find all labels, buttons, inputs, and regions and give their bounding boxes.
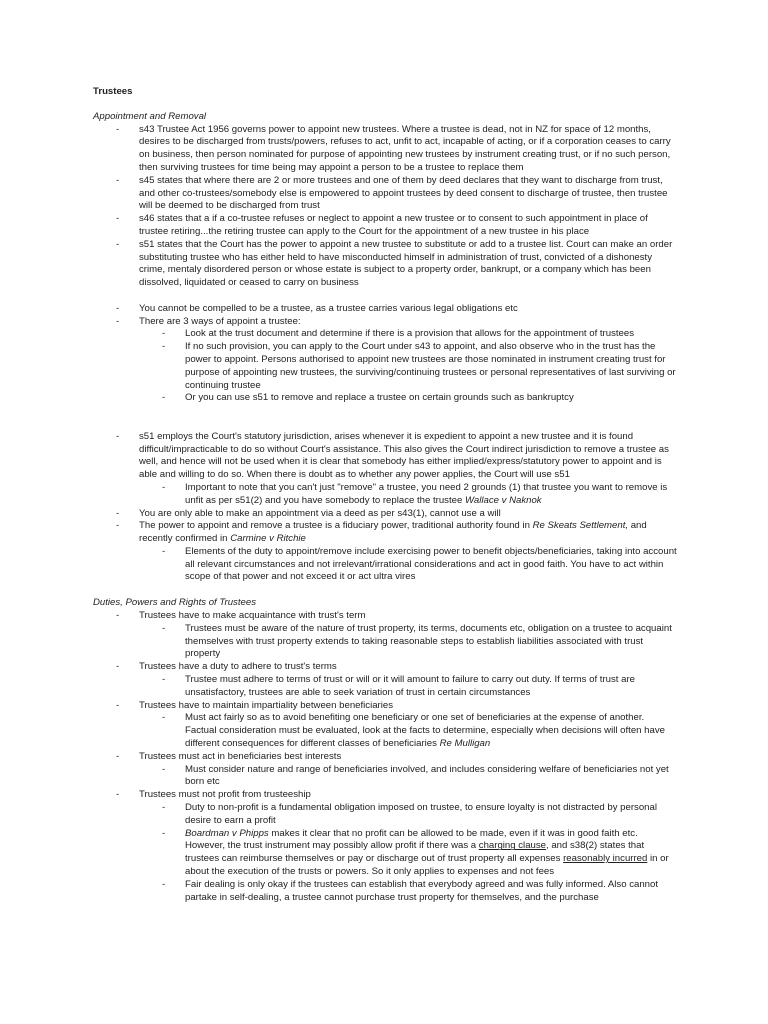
list-item: - You cannot be compelled to be a trustee, as a trustee carries various legal obligations etc [93, 303, 678, 316]
sub-list-item [93, 712, 678, 750]
sub-list-item: - Fair dealing is only okay if the trustees can establish that everybody agreed and was fully informed. Also cannot partake in self-dealing, a trustee cannot purchase trust property for themselves, and the purchase [93, 879, 678, 905]
spacer [93, 290, 678, 303]
list-item: - There are 3 ways of appoint a trustee: [93, 316, 678, 329]
sub-list-item: - Trustees must be aware of the nature of trust property, its terms, documents etc, obligation on a trustee to acquaint themselves with trust property extends to taking reasonable steps to establish liabilities associated with trust property [93, 623, 678, 661]
list-item: - You are only able to make an appointment via a deed as per s43(1), cannot use a will [93, 508, 678, 521]
item-text: The power to appoint and remove a trustee is a fiduciary power, traditional authority found in [139, 520, 533, 532]
appointment-list-2 [93, 303, 678, 405]
spacer [93, 405, 678, 418]
document-body [93, 86, 678, 904]
list-item: - s51 states that the Court has the power to appoint a new trustee to substitute or add to a trustee list. Court can make an order substituting trustee who has either held to have misconducted himself in administration of trust, convicted of a dishonesty crime, mentaly disordered person or whose estate is subject to a property order, bankrupt, or a company which has been dissolved, liquidated or ceased to carry on business [93, 239, 678, 290]
list-item: - Trustees have to make acquaintance with trust's term [93, 610, 678, 623]
sub-list-item: - Elements of the duty to appoint/remove include exercising power to benefit objects/beneficiaries, taking into account all relevant circumstances and not irrelevant/irrational considerations and act in good faith. You have to act within scope of that power and not exceed it or act ultra vires [93, 546, 678, 584]
case-name: Re Mulligan [439, 738, 491, 750]
item-text: Must act fairly so as to avoid benefiting one beneficiary or one set of beneficiaries at the expense of another. Factual consideration must be evaluated, look at the facts to determine, especially when decisions will often have different consequences for different classes of beneficiaries [185, 712, 665, 750]
section-heading-appointment: Appointment and Removal [93, 110, 207, 122]
list-item: - Trustees must act in beneficiaries best interests [93, 751, 678, 764]
case-name: Carmine v Ritchie [230, 533, 306, 545]
page-title: Trustees [93, 86, 133, 97]
item-text: makes it clear that no profit can be allowed to be made, even if it was in good faith etc. However, the trust instrument may possibly allow profit if there was a [185, 827, 638, 852]
section-heading-duties: Duties, Powers and Rights of Trustees [93, 597, 256, 609]
list-item: - s45 states that where there are 2 or more trustees and one of them by deed declares that they want to discharge from trust, and other co-trustees/somebody else is empowered to appoint trustees by deed consent to discharge of trustee, then trustee will be deemed to be discharged from trust [93, 175, 678, 213]
item-text: and recently confirmed in [139, 520, 647, 545]
list-item: - Trustees must not profit from trusteeship [93, 789, 678, 802]
sub-list-item: - Must consider nature and range of beneficiaries involved, and includes considering welfare of beneficiaries not yet born etc [93, 764, 678, 790]
sub-list-item: - Or you can use s51 to remove and replace a trustee on certain grounds such as bankruptcy [93, 392, 678, 405]
list-item: - Trustees have to maintain impartiality between beneficiaries [93, 700, 678, 713]
sub-list-item: - Trustee must adhere to terms of trust or will or it will amount to failure to carry out duty. If terms of trust are unsatisfactory, trustees are able to seek variation of trust in certain circumstances [93, 674, 678, 700]
spacer [93, 584, 678, 597]
underlined-term: reasonably incurred [563, 853, 648, 865]
case-name: Wallace v Naknok [465, 494, 542, 506]
spacer [93, 418, 678, 431]
list-item [93, 520, 678, 546]
sub-list-item: - Look at the trust document and determine if there is a provision that allows for the appointment of trustees [93, 328, 678, 341]
sub-list-item [93, 482, 678, 508]
list-item: - s43 Trustee Act 1956 governs power to appoint new trustees. Where a trustee is dead, not in NZ for space of 12 months, desires to be discharged from trusts/powers, refuses to act, unfit to act, incapable of acting, or if a corporation ceases to carry on business, then person nominated for purpose of appointing new trustees by instrument creating trust, or if no such person, then surviving trustees for time being may appoint a person to be a trustee to replace them [93, 124, 678, 175]
list-item: - Trustees have a duty to adhere to trust's terms [93, 661, 678, 674]
list-item: - s51 employs the Court's statutory jurisdiction, arises whenever it is expedient to appoint a new trustee and it is found difficult/impracticable to do so without Court's assistance. This also gives the Court indirect jurisdiction to remove a trustee as well, and hence will not be used when it is clear that somebody has either implied/express/statutory power to appoint and is able and willing to do so. When there is doubt as to whether any power applies, the Court will use s51 [93, 431, 678, 482]
underlined-term: charging clause [478, 840, 546, 852]
item-text: in or about the execution of the trusts or powers. So it only applies to expenses and not fees [185, 853, 669, 878]
item-text: Important to note that you can't just "remove" a trustee, you need 2 grounds (1) that trustee you want to remove is unfit as per s51(2) and you have somebody to replace the trustee [185, 481, 668, 506]
sub-list-item: - If no such provision, you can apply to the Court under s43 to appoint, and also observe who in the trust has the power to appoint. Persons authorised to appoint new trustees are those nominated in instrument creating trust for purpose of appointing new trustees, the surviving/continuing trustees or personal representatives of last surviving or continuing trustee [93, 341, 678, 392]
sub-list-item: - Duty to non-profit is a fundamental obligation imposed on trustee, to ensure loyalty is not distracted by personal desire to earn a profit [93, 802, 678, 828]
case-name: Boardman v Phipps [185, 827, 269, 839]
duties-list [93, 610, 678, 904]
item-text: , and s38(2) states that trustees can reimburse themselves or pay or discharge out of trust property all expenses [185, 840, 645, 865]
appointment-list [93, 124, 678, 290]
case-name: Re Skeats Settlement, [532, 520, 629, 532]
sub-list-item [93, 828, 678, 879]
appointment-list-3 [93, 431, 678, 585]
list-item: - s46 states that a if a co-trustee refuses or neglect to appoint a new trustee or to consent to such appointment in place of trustee retiring...the retiring trustee can apply to the Court for the appointment of a new trustee in his place [93, 213, 678, 239]
